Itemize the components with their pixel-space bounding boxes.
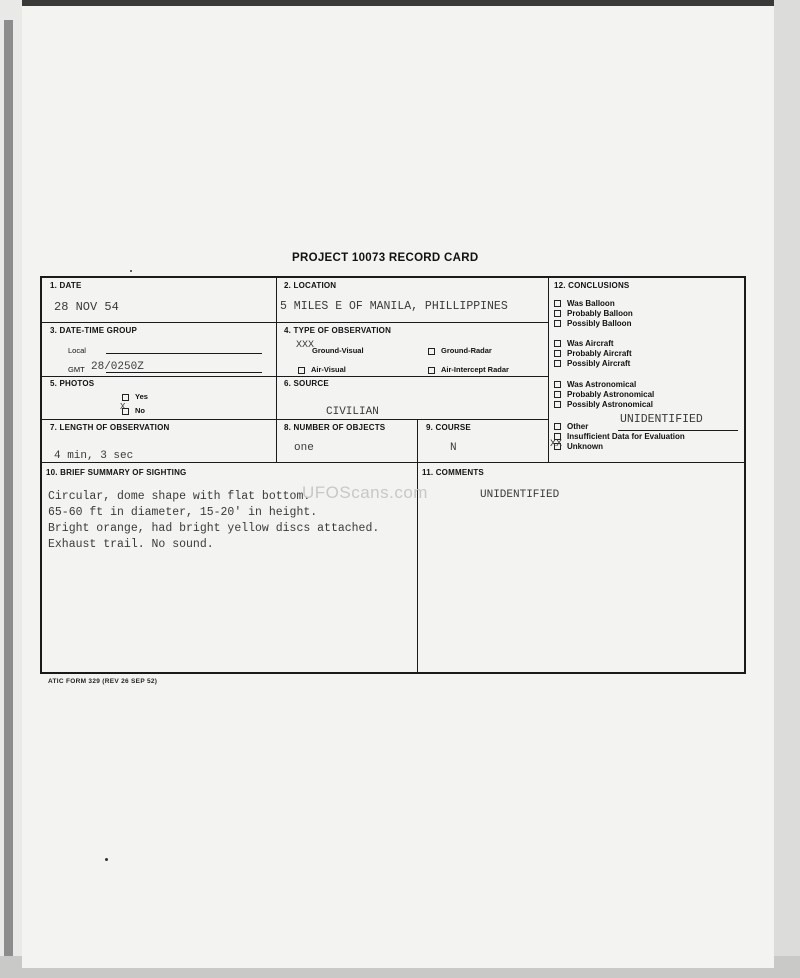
- location-value: 5 MILES E OF MANILA, PHILLIPPINES: [280, 300, 508, 313]
- checkbox-icon: [554, 381, 561, 388]
- other-conclusion-value: UNIDENTIFIED: [620, 413, 703, 426]
- number-of-objects-value: one: [294, 442, 314, 454]
- comments-value: UNIDENTIFIED: [480, 489, 560, 501]
- comments-label: 11. COMMENTS: [422, 468, 484, 477]
- conclusion-astronomical-group: Was Astronomical Probably Astronomical Possibly Astronomical: [554, 380, 654, 410]
- type-of-observation-label: 4. TYPE OF OBSERVATION: [284, 326, 392, 335]
- brief-summary-text: Circular, dome shape with flat bottom. 65-60 ft in diameter, 15-20' in height. Bright orange, had bright yellow discs attached. Exhaust trail. No sound.: [48, 490, 380, 551]
- ground-radar-option: Ground-Radar: [428, 346, 492, 355]
- speck: [105, 858, 108, 861]
- speck: [130, 270, 132, 272]
- checkbox-icon: [554, 423, 561, 430]
- length-of-observation-label: 7. LENGTH OF OBSERVATION: [50, 423, 170, 432]
- record-card: [40, 276, 746, 674]
- local-label: Local: [68, 346, 86, 355]
- ground-visual-option: Ground-Visual: [312, 346, 364, 355]
- checkbox-icon: [554, 300, 561, 307]
- checkbox-icon: [554, 360, 561, 367]
- form-number: ATIC FORM 329 (REV 26 SEP 52): [48, 678, 158, 685]
- conclusion-balloon-group: Was Balloon Probably Balloon Possibly Balloon: [554, 299, 633, 329]
- photos-no-option: No: [122, 406, 145, 415]
- date-time-group-label: 3. DATE-TIME GROUP: [50, 326, 138, 335]
- photos-yes-option: Yes: [122, 392, 148, 401]
- date-value: 28 NOV 54: [54, 300, 119, 314]
- checkbox-icon: [554, 310, 561, 317]
- photos-label: 5. PHOTOS: [50, 379, 95, 388]
- checkbox-icon: [122, 394, 129, 401]
- date-label: 1. DATE: [50, 281, 82, 290]
- checkbox-icon: [428, 367, 435, 374]
- brief-summary-label: 10. BRIEF SUMMARY OF SIGHTING: [46, 468, 187, 477]
- checkbox-icon: [298, 367, 305, 374]
- checkbox-icon: [428, 348, 435, 355]
- source-label: 6. SOURCE: [284, 379, 329, 388]
- conclusion-other-group: Other Insufficient Data for Evaluation Unknown: [554, 422, 685, 452]
- gmt-label: GMT: [68, 365, 85, 374]
- unknown-mark: XX: [550, 439, 563, 450]
- conclusion-aircraft-group: Was Aircraft Probably Aircraft Possibly Aircraft: [554, 339, 632, 369]
- checkbox-icon: [554, 391, 561, 398]
- length-of-observation-value: 4 min, 3 sec: [54, 450, 134, 462]
- location-label: 2. LOCATION: [284, 281, 337, 290]
- number-of-objects-label: 8. NUMBER OF OBJECTS: [284, 423, 386, 432]
- scan-edge-right: [774, 0, 800, 978]
- ground-visual-mark: XXX: [296, 340, 315, 351]
- checkbox-icon: [554, 340, 561, 347]
- watermark: UFOScans.com: [302, 483, 428, 502]
- checkbox-icon: [554, 350, 561, 357]
- gmt-value: 28/0250Z: [91, 361, 144, 373]
- source-value: CIVILIAN: [326, 406, 379, 418]
- air-intercept-radar-option: Air-Intercept Radar: [428, 365, 509, 374]
- checkbox-icon: [554, 401, 561, 408]
- conclusions-label: 12. CONCLUSIONS: [554, 281, 630, 290]
- card-title: PROJECT 10073 RECORD CARD: [292, 252, 479, 264]
- photos-no-mark: X: [120, 402, 126, 412]
- scan-shadow: [4, 20, 13, 960]
- air-visual-option: Air-Visual: [298, 365, 346, 374]
- course-label: 9. COURSE: [426, 423, 471, 432]
- course-value: N: [450, 442, 457, 454]
- checkbox-icon: [554, 320, 561, 327]
- checkbox-icon: [122, 408, 129, 415]
